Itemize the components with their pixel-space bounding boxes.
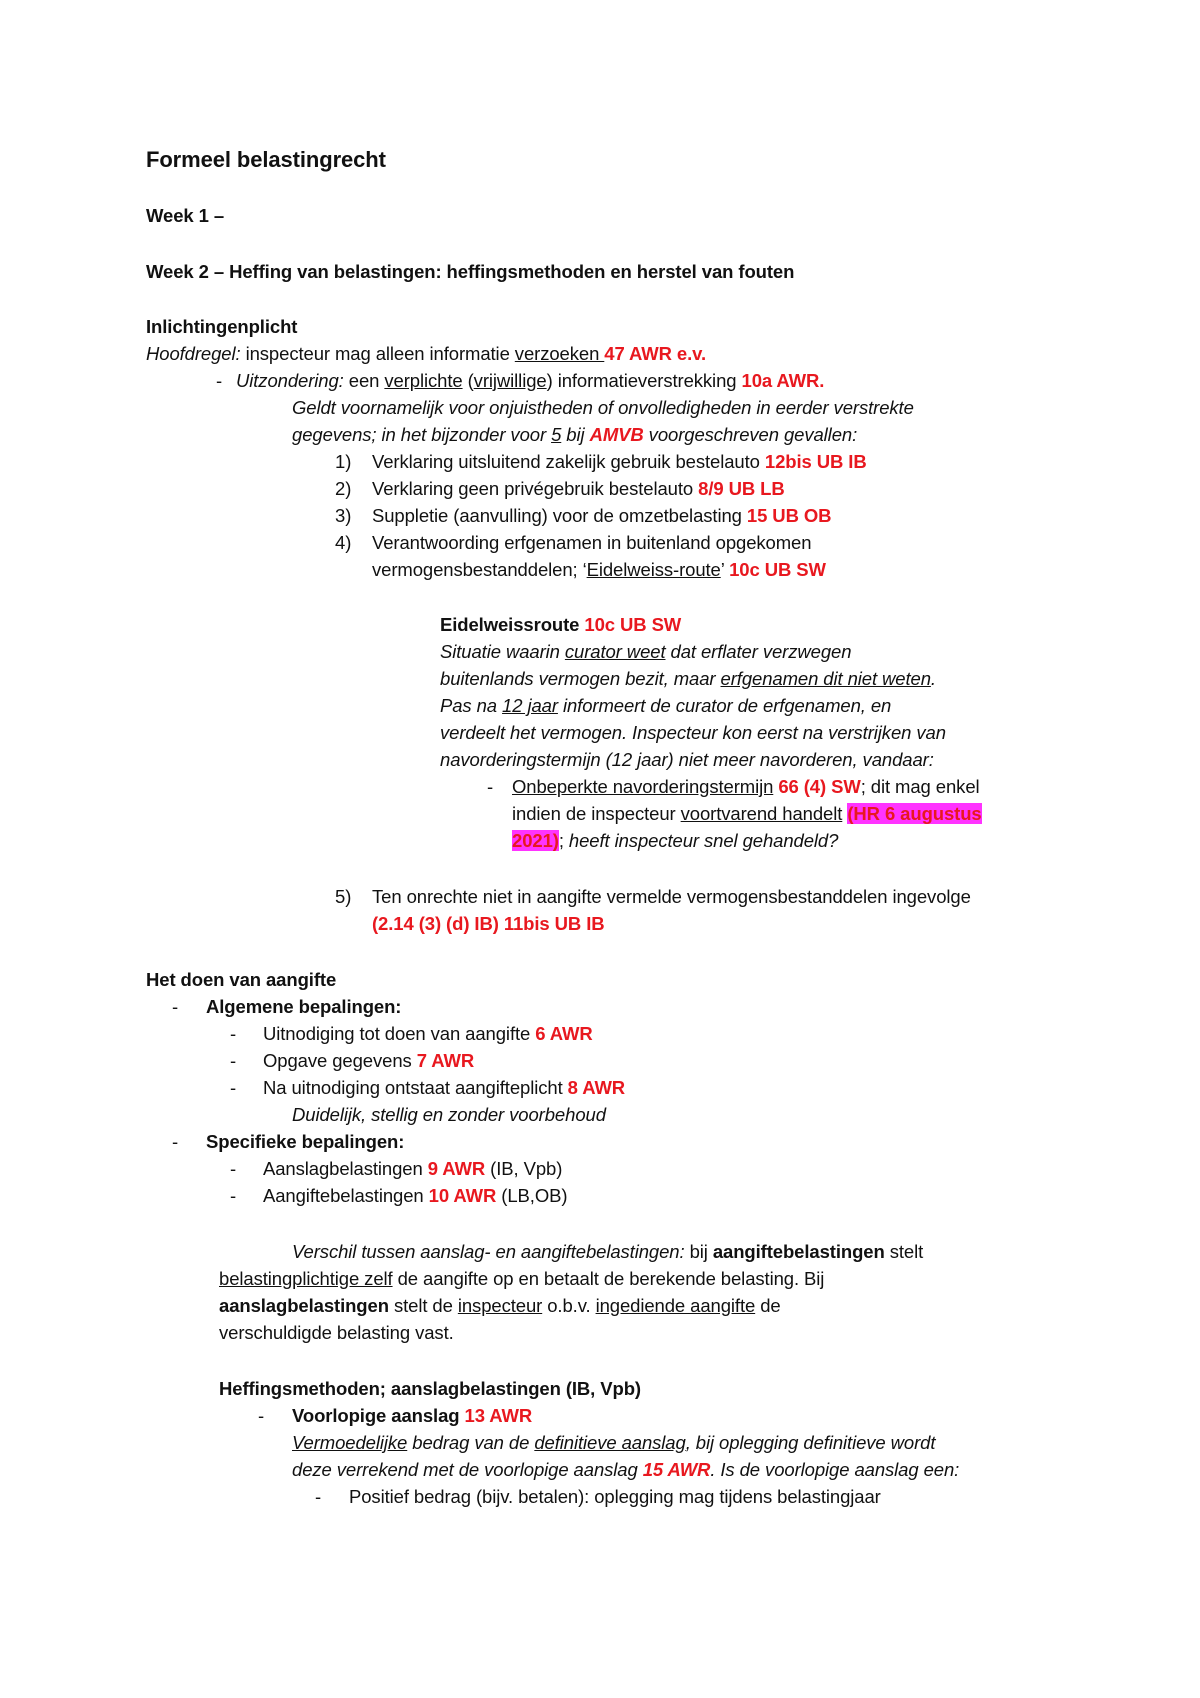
list-item-ref: 10 AWR — [428, 1185, 497, 1206]
week-2-heading: Week 2 – Heffing van belastingen: heffingsmethoden en herstel van fouten — [146, 261, 795, 282]
bullet-dash: - — [216, 370, 223, 391]
verschil-line-3 — [219, 1294, 781, 1318]
verschil-line-4: verschuldigde belasting vast. — [219, 1322, 454, 1343]
voortvarend: voortvarend handelt — [680, 803, 843, 824]
voorlopige-aanslag — [292, 1404, 532, 1428]
list-item-text: Verklaring uitsluitend zakelijk gebruik bestelauto — [372, 451, 765, 472]
list-item-ref: 8/9 UB LB — [698, 478, 785, 499]
document-title: Formeel belastingrecht — [146, 147, 386, 172]
positief-bedrag: Positief bedrag (bijv. betalen): oplegging mag tijdens belastingjaar — [349, 1486, 881, 1507]
eid-text: Pas na — [440, 695, 503, 716]
list-item-ref: 8 AWR — [567, 1077, 626, 1098]
eid-text: Situatie waarin — [440, 641, 565, 662]
item4-ref: 10c UB SW — [729, 559, 826, 580]
verschil-aangiftebelastingen: aangiftebelastingen — [712, 1241, 885, 1262]
eidelweiss-bullet-line-2 — [512, 802, 982, 826]
bullet-dash: - — [230, 1050, 237, 1071]
bullet-dash: - — [487, 776, 494, 797]
hoofdregel-verzoeken: verzoeken — [514, 343, 605, 364]
list-item-ref: 12bis UB IB — [764, 451, 867, 472]
voorlopige-label: Voorlopige aanslag — [292, 1405, 465, 1426]
list-item-ref: 15 UB OB — [746, 505, 832, 526]
uitzondering-line — [236, 369, 824, 393]
snel-gehandeld: heeft inspecteur snel gehandeld? — [568, 830, 839, 851]
item4-text: vermogensbestanddelen; ‘ — [372, 559, 587, 580]
uitzondering-paren: ( — [462, 370, 474, 391]
item-number: 4) — [335, 532, 352, 553]
uitzondering-text: een — [343, 370, 385, 391]
list-item-text: Aanslagbelastingen — [263, 1158, 428, 1179]
verschil-line-2 — [219, 1267, 824, 1291]
item-number: 3) — [335, 505, 352, 526]
verschil-label: Verschil tussen aanslag- en aangiftebelastingen: — [292, 1241, 685, 1262]
item-number: 2) — [335, 478, 352, 499]
navordering-ref: 66 (4) SW — [778, 776, 861, 797]
list-item-text: Opgave gegevens — [263, 1050, 417, 1071]
eid-curator: curator weet — [564, 641, 666, 662]
geldt-number: 5 — [551, 424, 562, 445]
bullet-dash: - — [258, 1405, 265, 1426]
voorlopige-ref-15: 15 AWR — [642, 1459, 711, 1480]
item4-quote: ’ — [720, 559, 730, 580]
eid-erfgenamen: erfgenamen dit niet weten — [720, 668, 931, 689]
eidelweiss-bullet-line-1 — [512, 775, 980, 799]
eidelweiss-heading — [440, 613, 681, 637]
geldt-tail: voorgeschreven gevallen: — [643, 424, 858, 445]
voorlopige-text: bedrag van de — [407, 1432, 535, 1453]
voorlopige-text-2: , bij oplegging definitieve wordt — [685, 1432, 936, 1453]
geldt-amvb: AMVB — [589, 424, 644, 445]
geldt-text: gegevens; in het bijzonder voor — [292, 424, 552, 445]
hoofdregel-line — [146, 342, 706, 366]
navordering-term: Onbeperkte navorderingstermijn — [512, 776, 774, 797]
list-item-text: Verklaring geen privégebruik bestelauto — [372, 478, 699, 499]
eidelweiss-line-1 — [440, 640, 851, 664]
geldt-line-2 — [292, 423, 857, 447]
list-item-4-line-1: Verantwoording erfgenamen in buitenland opgekomen — [372, 532, 812, 553]
list-item-text: Aangiftebelastingen — [263, 1185, 429, 1206]
inlichtingenplicht-heading: Inlichtingenplicht — [146, 316, 298, 337]
voorlopige-line-1 — [292, 1431, 935, 1455]
verschil-obv: o.b.v. — [542, 1295, 596, 1316]
item-number: 1) — [335, 451, 352, 472]
voorlopige-line-2 — [292, 1458, 959, 1482]
item4-eidelweiss: Eidelweiss-route — [586, 559, 721, 580]
geldt-line-1: Geldt voornamelijk voor onjuistheden of onvolledigheden in eerder verstrekte — [292, 397, 914, 418]
heffingsmethoden-heading: Heffingsmethoden; aanslagbelastingen (IB, Vpb) — [219, 1378, 641, 1399]
bullet-dash: - — [230, 1158, 237, 1179]
verschil-de: de — [755, 1295, 781, 1316]
list-item-ref: 6 AWR — [535, 1023, 593, 1044]
list-item-5-ref: (2.14 (3) (d) IB) 11bis UB IB — [372, 913, 605, 934]
eidelweiss-line-5: navorderingstermijn (12 jaar) niet meer navorderen, vandaar: — [440, 749, 934, 770]
eid-text: buitenlands vermogen bezit, maar — [440, 668, 721, 689]
verschil-bij: bij — [684, 1241, 713, 1262]
eid-text-2: informeert de curator de erfgenamen, en — [557, 695, 892, 716]
list-item — [263, 1157, 562, 1181]
list-item — [263, 1184, 567, 1208]
eidelweiss-line-3 — [440, 694, 891, 718]
hr-ref-highlight-2: 2021) — [512, 830, 559, 851]
aangifte-heading: Het doen van aangifte — [146, 969, 337, 990]
list-item-5-line-1: Ten onrechte niet in aangifte vermelde vermogensbestanddelen ingevolge — [372, 886, 971, 907]
uitzondering-label: Uitzondering: — [236, 370, 344, 391]
list-item — [263, 1022, 593, 1046]
item-number: 5) — [335, 886, 352, 907]
uitzondering-text-2: ) informatieverstrekking — [546, 370, 742, 391]
hoofdregel-ref: 47 AWR e.v. — [604, 343, 707, 364]
verschil-ingediende: ingediende aangifte — [595, 1295, 756, 1316]
voorlopige-ref: 13 AWR — [464, 1405, 533, 1426]
specifieke-bepalingen: Specifieke bepalingen: — [206, 1131, 405, 1152]
uitzondering-ref: 10a AWR. — [741, 370, 825, 391]
verschil-text: stelt de — [388, 1295, 458, 1316]
verschil-text: de aangifte op en betaalt de berekende belasting. Bij — [392, 1268, 825, 1289]
list-item — [372, 504, 831, 528]
semicolon: ; — [558, 830, 569, 851]
bullet-dash: - — [315, 1486, 322, 1507]
eidelweiss-line-2 — [440, 667, 936, 691]
list-item — [372, 477, 785, 501]
bullet-dash: - — [230, 1077, 237, 1098]
voorlopige-tail: . Is de voorlopige aanslag een: — [710, 1459, 960, 1480]
uitzondering-verplichte: verplichte — [384, 370, 463, 391]
verschil-aanslagbelastingen: aanslagbelastingen — [219, 1295, 389, 1316]
verschil-bp-zelf: belastingplichtige zelf — [219, 1268, 393, 1289]
bullet-dash: - — [172, 1131, 179, 1152]
inspecteur-text: indien de inspecteur — [512, 803, 681, 824]
eidelweiss-title: Eidelweissroute — [440, 614, 585, 635]
eidelweiss-ref: 10c UB SW — [584, 614, 682, 635]
list-item-ref: 9 AWR — [427, 1158, 486, 1179]
duidelijk-note: Duidelijk, stellig en zonder voorbehoud — [292, 1104, 606, 1125]
eid-period: . — [930, 668, 936, 689]
list-item-text: Suppletie (aanvulling) voor de omzetbelasting — [372, 505, 747, 526]
verschil-inspecteur: inspecteur — [457, 1295, 543, 1316]
hoofdregel-text: inspecteur mag alleen informatie — [240, 343, 515, 364]
hoofdregel-label: Hoofdregel: — [146, 343, 241, 364]
bullet-dash: - — [172, 996, 179, 1017]
eidelweiss-line-4: verdeelt het vermogen. Inspecteur kon eerst na verstrijken van — [440, 722, 946, 743]
list-item-tail: (IB, Vpb) — [485, 1158, 563, 1179]
geldt-bij: bij — [561, 424, 590, 445]
list-item-4-line-2 — [372, 558, 826, 582]
vermoedelijke: Vermoedelijke — [292, 1432, 408, 1453]
list-item — [372, 450, 867, 474]
list-item-ref: 7 AWR — [416, 1050, 475, 1071]
list-item — [263, 1049, 474, 1073]
uitzondering-vrijwillige: vrijwillige — [473, 370, 547, 391]
eidelweiss-bullet-line-3 — [512, 829, 838, 853]
hr-ref-highlight: (HR 6 augustus — [847, 803, 982, 824]
bullet-dash: - — [230, 1185, 237, 1206]
definitieve-aanslag: definitieve aanslag — [534, 1432, 686, 1453]
eid-12jaar: 12 jaar — [502, 695, 558, 716]
algemene-bepalingen: Algemene bepalingen: — [206, 996, 402, 1017]
voorlopige-text: deze verrekend met de voorlopige aanslag — [292, 1459, 643, 1480]
list-item-tail: (LB,OB) — [496, 1185, 568, 1206]
week-1-heading: Week 1 – — [146, 205, 225, 226]
verschil-stelt: stelt — [884, 1241, 924, 1262]
verschil-line-1 — [292, 1240, 923, 1264]
list-item — [263, 1076, 625, 1100]
bullet-dash: - — [230, 1023, 237, 1044]
list-item-text: Na uitnodiging ontstaat aangifteplicht — [263, 1077, 568, 1098]
eid-text-2: dat erflater verzwegen — [665, 641, 852, 662]
list-item-text: Uitnodiging tot doen van aangifte — [263, 1023, 536, 1044]
navordering-tail: ; dit mag enkel — [860, 776, 980, 797]
